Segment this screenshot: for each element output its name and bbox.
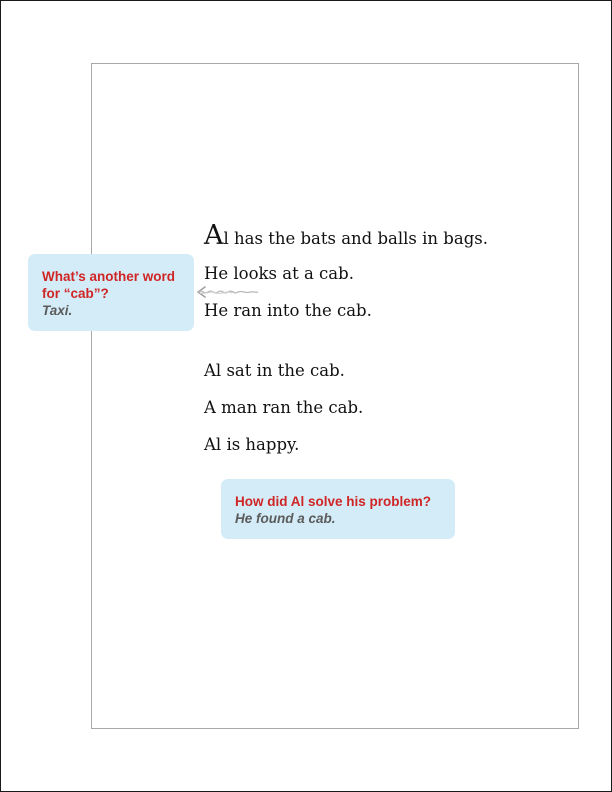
story-line-3: He ran into the cab.: [204, 301, 372, 320]
note-question: How did Al solve his problem?: [235, 494, 432, 509]
note-question-line-2: for “cab”?: [42, 286, 109, 301]
page-frame: [91, 63, 579, 729]
comprehension-note-problem: [221, 479, 455, 539]
story-line-6: Al is happy.: [204, 435, 300, 454]
story-line-1: [204, 222, 488, 249]
note-answer: He found a cab.: [235, 511, 336, 526]
note-question-line-1: What’s another word: [42, 269, 176, 284]
drop-cap: A: [204, 220, 224, 251]
story-line-2: He looks at a cab.: [204, 264, 354, 283]
story-line-5: A man ran the cab.: [204, 398, 364, 417]
story-line-1-text: l has the bats and balls in bags.: [223, 229, 488, 248]
note-answer: Taxi.: [42, 303, 73, 318]
squiggle-arrow-icon: [196, 284, 260, 300]
story-line-4: Al sat in the cab.: [204, 361, 345, 380]
comprehension-note-vocabulary: [28, 254, 194, 331]
